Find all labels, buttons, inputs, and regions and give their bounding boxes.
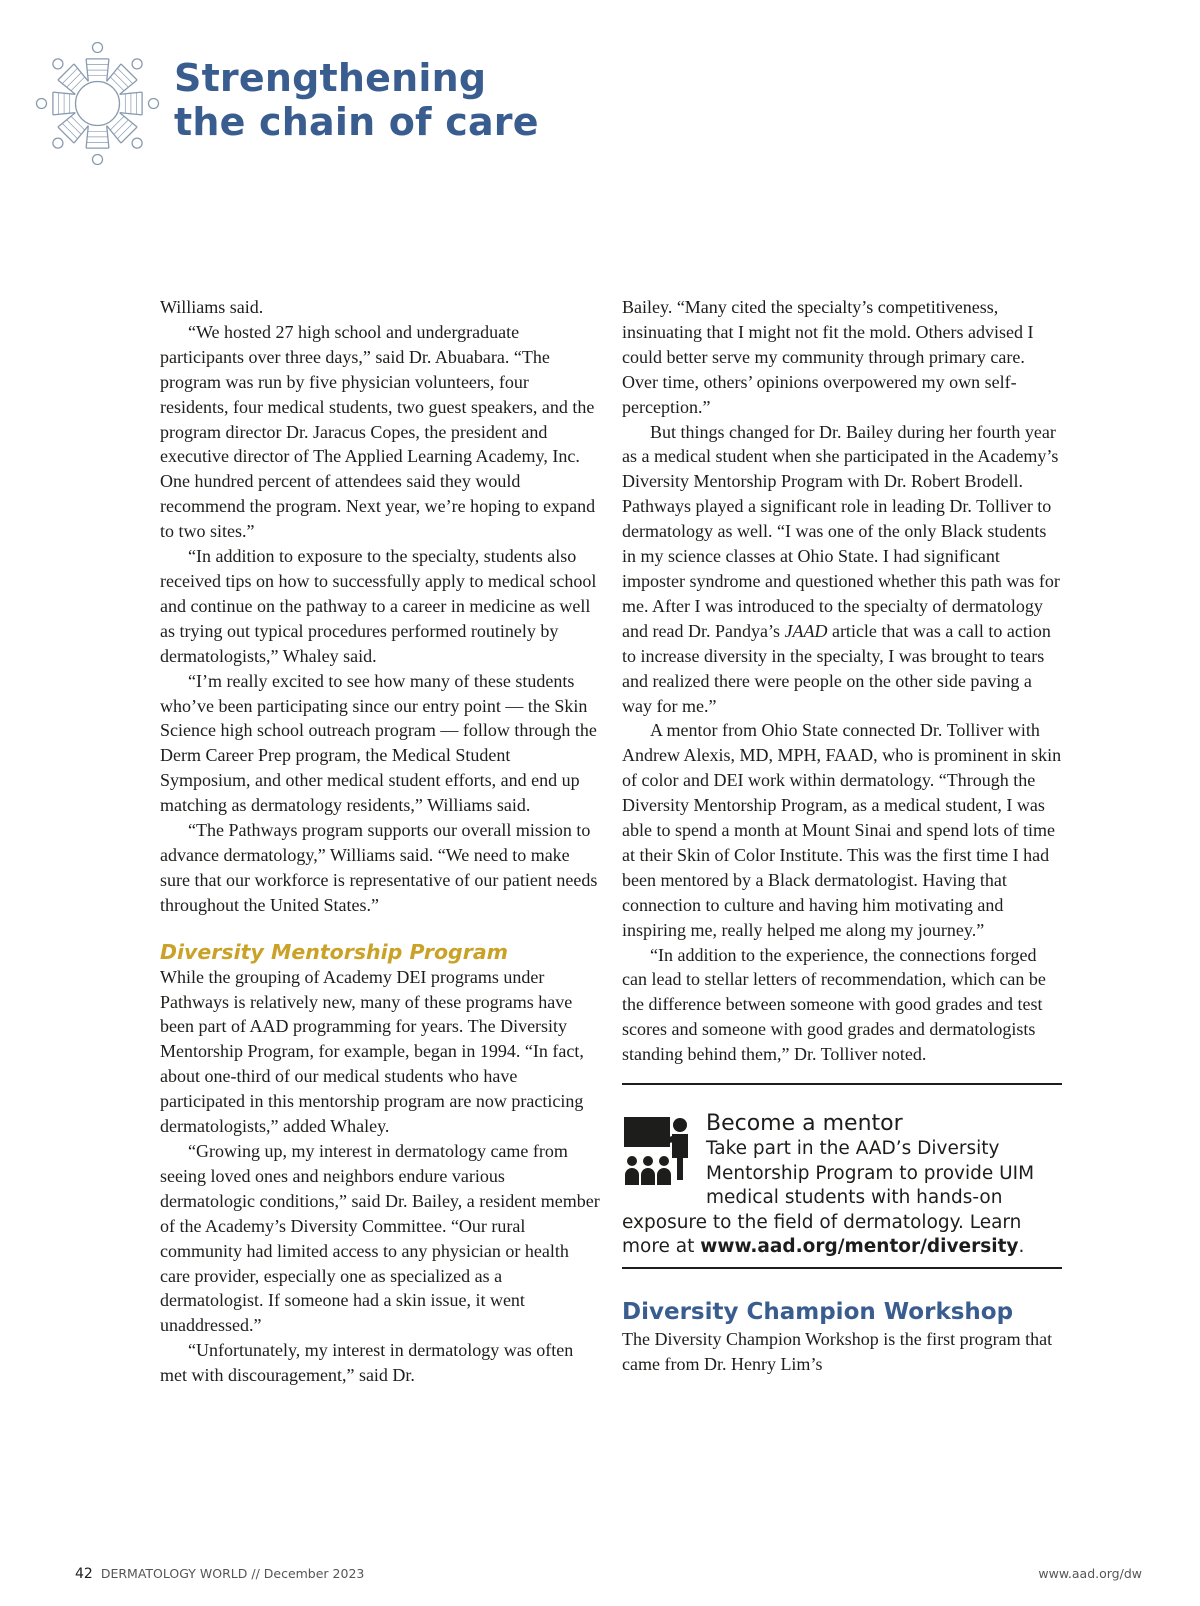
footer-left (75, 1566, 364, 1582)
paragraph: “I’m really excited to see how many of these students who’ve been participating since our entry point — the Skin Science high school outreach program — follow through the Derm Career Prep program, the Medical Student Symposium, and other medical student efforts, and end up matching as dermatology residents,” Williams said. (160, 670, 597, 816)
mentor-teaching-icon (622, 1115, 694, 1187)
paragraph: While the grouping of Academy DEI programs under Pathways is relatively new, many of these programs have been part of AAD programming for years. The Diversity Mentorship Program, for example, began in 1994. “In fact, about one-third of our medical students who have participated in this mentorship program are now practicing dermatologists,” added Whaley. (160, 966, 584, 1137)
paragraph: Bailey. “Many cited the specialty’s competitiveness, insinuating that I might not fit the mold. Others advised I could better serve my community through primary care. Over time, others’ opinions overpowered my own self-perception.” (622, 297, 1034, 417)
title-line-2: the chain of care (174, 100, 539, 144)
section-heading-diversity-mentorship: Diversity Mentorship Program (160, 939, 509, 964)
paragraph: Williams said. (160, 297, 264, 317)
paragraph: “The Pathways program supports our overall mission to advance dermatology,” Williams said. “We need to make sure that our workforce is representative of our patient needs throughout the United States.” (160, 820, 598, 915)
people-circle-chain-icon (30, 36, 165, 171)
title-line-1: Strengthening (174, 56, 487, 100)
divider (622, 1267, 1062, 1269)
mentor-link[interactable]: www.aad.org/mentor/diversity (700, 1236, 1019, 1258)
paragraph-text: But things changed for Dr. Bailey during her fourth year as a medical student when she participated in the Academy’s Diversity Mentorship Program with Dr. Robert Brodell. Pathways played a significant role in leading Dr. Tolliver to dermatology as well. “I was one of the only Black students in my science classes at Ohio State. I had significant imposter syndrome and questioned whether this path was for me. After I was introduced to the specialty of dermatology and read Dr. Pandya’s (622, 421, 1060, 641)
page-number: 42 (75, 1566, 93, 1582)
paragraph: “Unfortunately, my interest in dermatology was often met with discouragement,” said Dr. (160, 1340, 574, 1386)
paragraph: “We hosted 27 high school and undergraduate participants over three days,” said Dr. Abuabara. “The program was run by five physician volunteers, four residents, four medical students, two guest speakers, and the program director Dr. Jaracus Copes, the president and executive director of The Applied Learning Academy, Inc. One hundred percent of attendees said they would recommend the program. Next year, we’re hoping to expand to two sites.” (160, 321, 596, 542)
left-column (160, 295, 600, 1388)
paragraph: A mentor from Ohio State connected Dr. Tolliver with Andrew Alexis, MD, MPH, FAAD, who is prominent in skin of color and DEI work within dermatology. “Through the Diversity Mentorship Program, as a medical student, I was able to spend a month at Mount Sinai and spend lots of time at their Skin of Color Institute. This was the first time I had been mentored by a Black dermatologist. Having that connection to culture and having him motivating and inspiring me, really helped me along my journey.” (622, 720, 1062, 940)
right-column (622, 295, 1062, 1377)
paragraph: The Diversity Champion Workshop is the first program that came from Dr. Henry Lim’s (622, 1329, 1053, 1374)
page-title (174, 56, 539, 144)
publication-name: DERMATOLOGY WORLD // December 2023 (100, 1566, 365, 1581)
paragraph: “Growing up, my interest in dermatology came from seeing loved ones and neighbors endure various dermatologic conditions,” said Dr. Bailey, a resident member of the Academy’s Diversity Committee. “Our rural community had limited access to any physician or health care provider, especially one as specialized as a dermatologist. If someone had a skin issue, it went unaddressed.” (160, 1141, 600, 1336)
section-heading-diversity-champion: Diversity Champion Workshop (622, 1299, 1014, 1326)
callout-suffix: . (1018, 1236, 1025, 1258)
callout-body: Take part in the AAD’s Diversity Mentorship Program to provide UIM medical students with hands-on exposure to the field of dermatology. Learn more at (622, 1138, 1035, 1258)
paragraph-text: article that was a call to action to increase diversity in the specialty, I was brought to tears and realized there were people on the other side paving a way for me.” (622, 620, 1051, 716)
paragraph: “In addition to exposure to the specialty, students also received tips on how to successfully apply to medical school and continue on the pathway to a career in medicine as well as trying out typical procedures performed routinely by dermatologists,” Whaley said. (160, 546, 597, 666)
paragraph (622, 420, 1062, 719)
paragraph: “In addition to the experience, the connections forged can lead to stellar letters of recommendation, which can be the difference between someone with good grades and test scores and someone with good grades and dermatologists standing behind them,” Dr. Tolliver noted. (622, 944, 1046, 1065)
callout-heading: Become a mentor (706, 1111, 903, 1137)
footer-url[interactable]: www.aad.org/dw (1038, 1566, 1142, 1581)
divider (622, 1083, 1062, 1085)
mentor-callout (622, 1097, 1062, 1267)
journal-name: JAAD (784, 620, 828, 641)
